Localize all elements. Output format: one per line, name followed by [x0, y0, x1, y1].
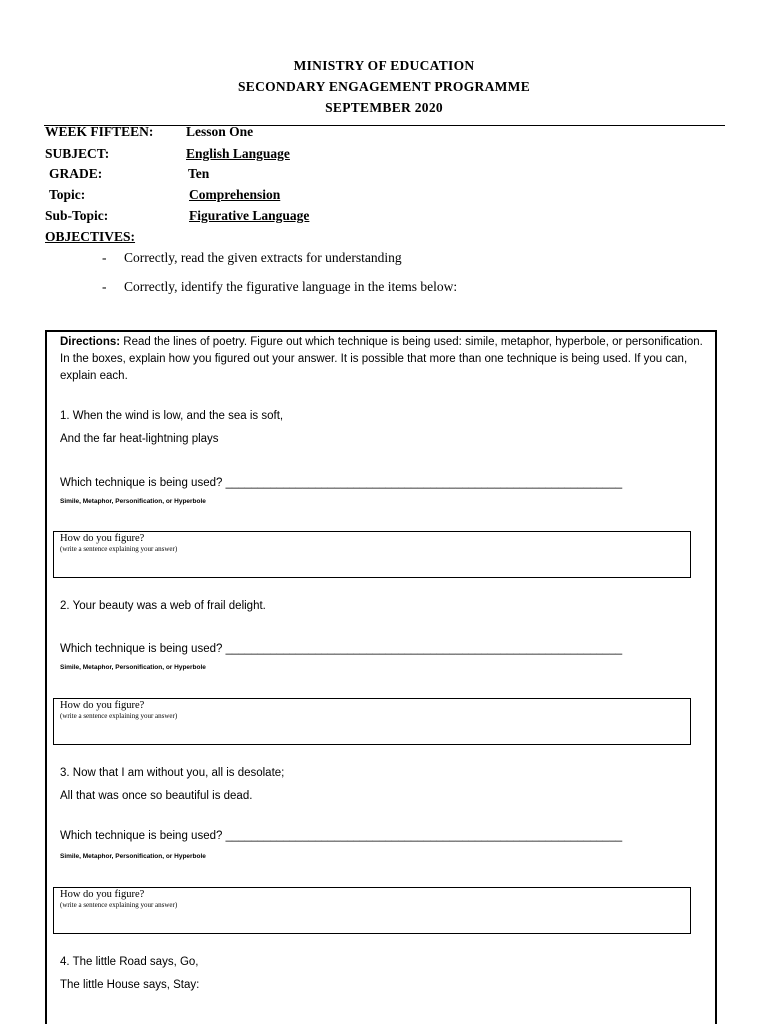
objective-text: Correctly, identify the figurative language in the items below: [124, 279, 458, 294]
directions-label: Directions: [60, 336, 121, 348]
item-3-line-1: 3. Now that I am without you, all is desolate; [60, 767, 285, 779]
item-4-line-1: 4. The little Road says, Go, [60, 956, 199, 968]
week-value: Lesson One [186, 124, 254, 139]
subject-label: SUBJECT: [45, 146, 110, 161]
box-title: How do you figure? [60, 700, 145, 711]
item-2-line-1: 2. Your beauty was a web of frail delight. [60, 600, 266, 612]
programme-title: SECONDARY ENGAGEMENT PROGRAMME [237, 79, 531, 94]
directions [60, 334, 710, 385]
bullet-dash: - [102, 279, 107, 294]
technique-question[interactable]: Which technique is being used? ______________________________________________________________ [60, 830, 623, 842]
technique-options: Simile, Metaphor, Personification, or Hyperbole [60, 498, 206, 505]
directions-text: Read the lines of poetry. Figure out which technique is being used: simile, metaphor, hyperbole, or personification. In the boxes, explain how you figured out your answer. It is possible that more than one technique is being used. If you can, explain each. [60, 336, 703, 382]
box-title: How do you figure? [60, 533, 145, 544]
technique-question[interactable]: Which technique is being used? ______________________________________________________________ [60, 477, 623, 489]
date-title: SEPTEMBER 2020 [325, 100, 443, 115]
topic-label: Topic: [49, 187, 86, 202]
box-hint: (write a sentence explaining your answer) [60, 901, 178, 909]
answer-box[interactable] [53, 531, 691, 578]
technique-options: Simile, Metaphor, Personification, or Hyperbole [60, 853, 206, 860]
technique-question[interactable]: Which technique is being used? ______________________________________________________________ [60, 643, 623, 655]
box-hint: (write a sentence explaining your answer) [60, 712, 178, 720]
bullet-dash: - [102, 250, 107, 265]
technique-options: Simile, Metaphor, Personification, or Hyperbole [60, 664, 206, 671]
ministry-title: MINISTRY OF EDUCATION [293, 58, 475, 73]
item-4-line-2: The little House says, Stay: [60, 979, 200, 991]
grade-value: Ten [188, 166, 210, 181]
objective-text: Correctly, read the given extracts for understanding [124, 250, 402, 265]
answer-box[interactable] [53, 698, 691, 745]
item-1-line-2: And the far heat-lightning plays [60, 433, 219, 445]
box-title: How do you figure? [60, 889, 145, 900]
week-label: WEEK FIFTEEN: [45, 124, 154, 139]
objectives-heading: OBJECTIVES: [45, 229, 136, 244]
grade-label: GRADE: [49, 166, 103, 181]
answer-box[interactable] [53, 887, 691, 934]
box-hint: (write a sentence explaining your answer) [60, 545, 178, 553]
topic-value: Comprehension [189, 187, 281, 202]
subtopic-value: Figurative Language [189, 208, 310, 223]
item-1-line-1: 1. When the wind is low, and the sea is soft, [60, 410, 284, 422]
item-3-line-2: All that was once so beautiful is dead. [60, 790, 253, 802]
subject-value: English Language [186, 146, 290, 161]
subtopic-label: Sub-Topic: [45, 208, 109, 223]
